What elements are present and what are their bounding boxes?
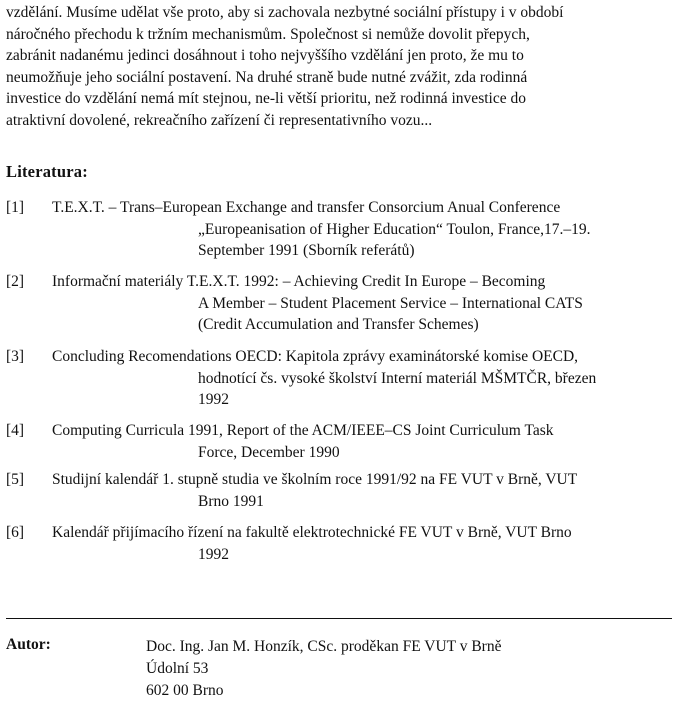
reference-line: Brno 1991 bbox=[198, 492, 264, 510]
author-address bbox=[146, 636, 501, 702]
reference-line: T.E.X.T. – Trans–European Exchange and transfer Consorcium Anual Conference bbox=[52, 199, 561, 216]
reference-line: Kalendář přijímacího řízení na fakultě elektrotechnické FE VUT v Brně, VUT Brno bbox=[52, 524, 572, 541]
author-label: Autor: bbox=[6, 636, 51, 653]
reference-line: (Credit Accumulation and Transfer Schemes) bbox=[198, 316, 479, 333]
paragraph-line: atraktivní dovolené, rekreačního zařízení či representativního vozu... bbox=[6, 111, 433, 129]
reference-number: [3] bbox=[6, 348, 25, 365]
paragraph-line: zabránit nadanému jedinci dosáhnout i toho nejvyššího vzdělání jen proto, že mu to bbox=[6, 47, 524, 64]
reference-line: Informační materiály T.E.X.T. 1992: – Achieving Credit In Europe – Becoming bbox=[52, 273, 546, 290]
reference-number: [5] bbox=[6, 471, 25, 488]
paragraph-line: investice do vzdělání nemá mít stejnou, ne-li větší prioritu, než rodinná investice do bbox=[6, 90, 526, 107]
reference-line: Force, December 1990 bbox=[198, 443, 340, 461]
author-street: Údolní 53 bbox=[146, 660, 209, 677]
reference-text bbox=[52, 271, 678, 336]
reference-number: [6] bbox=[6, 524, 25, 541]
reference-line: A Member – Student Placement Service – International CATS bbox=[198, 294, 583, 312]
reference-line: 1992 bbox=[198, 391, 229, 408]
paragraph-line: vzdělání. Musíme udělat vše proto, aby si zachovala nezbytné sociální přístupy i v období bbox=[6, 4, 564, 21]
reference-number: [2] bbox=[6, 273, 25, 290]
reference-line: hodnotící čs. vysoké školství Interní materiál MŠMTČR, březen bbox=[198, 369, 597, 387]
reference-line: Concluding Recomendations OECD: Kapitola zprávy examinátorské komise OECD, bbox=[52, 348, 579, 365]
reference-line: Computing Curricula 1991, Report of the ACM/IEEE–CS Joint Curriculum Task bbox=[52, 422, 554, 439]
reference-line: 1992 bbox=[198, 545, 229, 563]
reference-line: „Europeanisation of Higher Education“ Toulon, France,17.–19. bbox=[198, 220, 591, 238]
reference-text bbox=[52, 197, 678, 262]
separator-rule bbox=[6, 618, 672, 619]
reference-line: September 1991 (Sborník referátů) bbox=[198, 242, 415, 259]
reference-number: [1] bbox=[6, 199, 25, 216]
reference-text bbox=[52, 420, 678, 463]
paragraph-line: neumožňuje jeho sociální postavení. Na druhé straně bude nutné zvážit, zda rodinná bbox=[6, 68, 528, 86]
author-city: 602 00 Brno bbox=[146, 682, 224, 699]
reference-text bbox=[52, 346, 678, 411]
author-name: Doc. Ing. Jan M. Honzík, CSc. proděkan FE VUT v Brně bbox=[146, 638, 502, 655]
reference-text bbox=[52, 469, 678, 512]
reference-line: Studijní kalendář 1. stupně studia ve školním roce 1991/92 na FE VUT v Brně, VUT bbox=[52, 471, 578, 488]
closing-paragraph bbox=[6, 2, 674, 131]
literature-heading: Literatura: bbox=[6, 162, 88, 181]
reference-text bbox=[52, 522, 678, 565]
reference-number: [4] bbox=[6, 422, 25, 439]
paragraph-line: náročného přechodu k tržním mechanismům. Společnost si nemůže dovolit přepych, bbox=[6, 25, 530, 43]
